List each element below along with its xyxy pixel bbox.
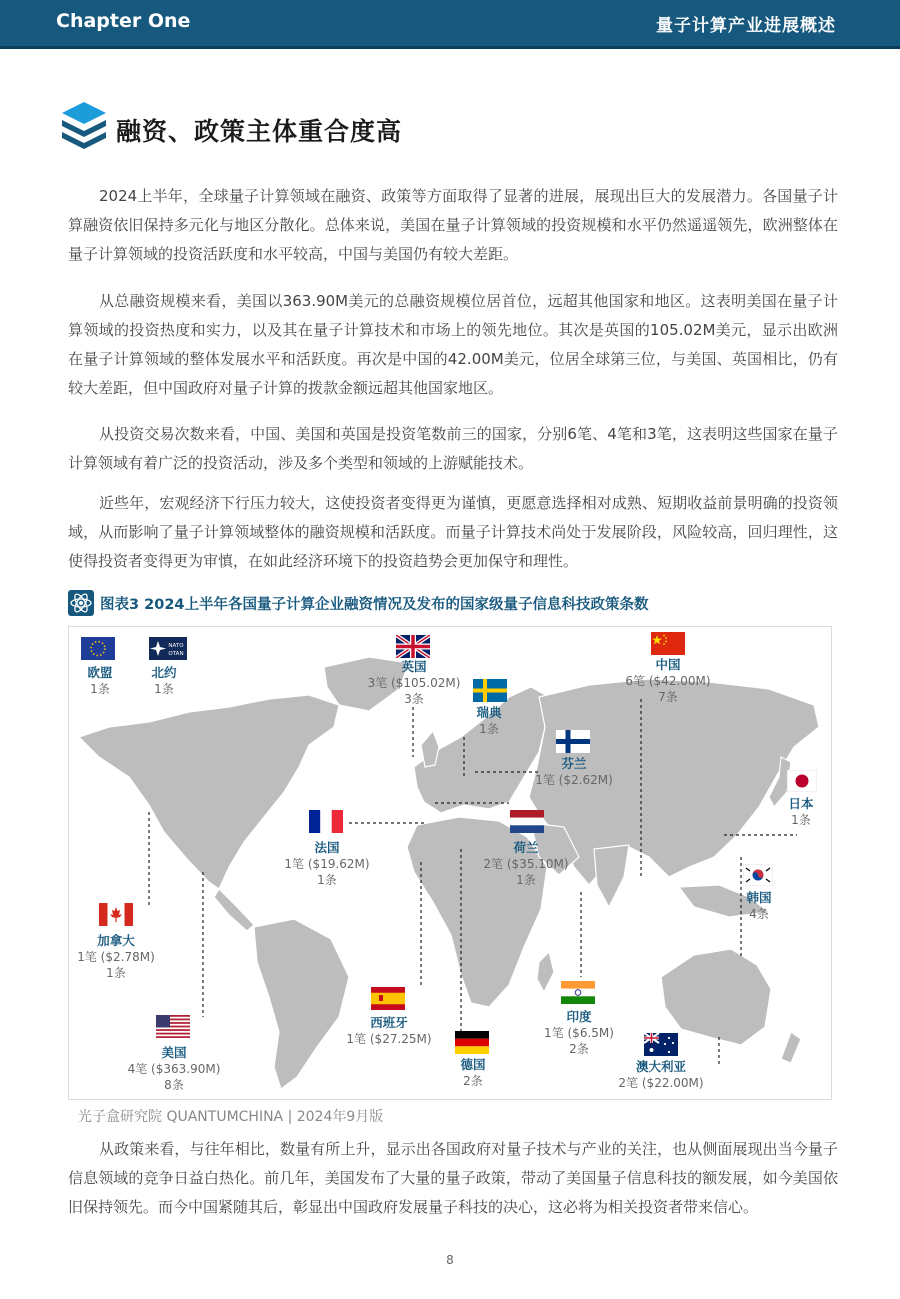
paragraph-4: 近些年，宏观经济下行压力较大，这使投资者变得更为谨慎，更愿意选择相对成熟、短期收益前景明确的投资领域，从而影响了量子计算领域整体的融资规模和活跃度。而量子计算技术尚处于发展阶段，风险较高，回归理性，这使得投资者变得更为审慎，在如此经济环境下的投资趋势会更加保守和理性。 bbox=[68, 494, 838, 570]
label-eu: 欧盟 1条 bbox=[87, 665, 113, 696]
label-korea: 韩国 4条 bbox=[746, 890, 772, 921]
layers-icon bbox=[58, 100, 110, 150]
paragraph-2: 从总融资规模来看，美国以363.90M美元的总融资规模位居首位，远超其他国家和地区。这表明美国在量子计算领域的投资热度和实力，以及其在量子计算技术和市场上的领先地位。其次是英国的105.02M美元，显示出欧洲在量子计算领域的整体发展水平和活跃度。再次是中国的42.00M美元，位居全球第三位，与美国、英国相比，仍有较大差距，但中国政府对量子计算的拨款金额远超其他国家地区。 bbox=[68, 292, 838, 397]
figure-source: 光子盒研究院 QUANTUMCHINA | 2024年9月版 bbox=[78, 1109, 384, 1125]
figure-caption-text: 图表3 2024上半年各国量子计算企业融资情况及发布的国家级量子信息科技政策条数 bbox=[100, 597, 649, 613]
finland-flag bbox=[556, 730, 590, 753]
label-sweden: 瑞典 1条 bbox=[476, 705, 502, 736]
japan-flag bbox=[787, 770, 817, 792]
paragraph-5: 从政策来看，与往年相比，数量有所上升，显示出各国政府对量子技术与产业的关注，也从侧面展现出当今量子信息领域的竞争日益白热化。前几年，美国发布了大量的量子政策，带动了美国量子信息科技的额发展，如今美国依旧保持领先。而今中国紧随其后，彰显出中国政府发展量子科技的决心，这必将为相关投资者带来信心。 bbox=[68, 1140, 838, 1216]
label-germany: 德国 2条 bbox=[460, 1057, 486, 1088]
atom-icon bbox=[68, 590, 94, 616]
svg-text:OTAN: OTAN bbox=[168, 651, 184, 657]
germany-flag bbox=[455, 1031, 489, 1054]
page-number: 8 bbox=[446, 1253, 454, 1267]
netherlands-flag bbox=[510, 810, 544, 833]
paragraph-3: 从投资交易次数来看，中国、美国和英国是投资笔数前三的国家，分别6笔、4笔和3笔，这表明这些国家在量子计算领域有着广泛的投资活动，涉及多个类型和领域的上游赋能技术。 bbox=[68, 425, 838, 472]
label-netherlands: 荷兰 2笔 ($35.10M) 1条 bbox=[483, 840, 569, 887]
section-title: 融资、政策主体重合度高 bbox=[116, 117, 403, 146]
label-france: 法国 1笔 ($19.62M) 1条 bbox=[284, 840, 370, 887]
label-canada: 加拿大 1笔 ($2.78M) 1条 bbox=[77, 933, 155, 980]
usa-flag bbox=[156, 1015, 190, 1038]
china-flag bbox=[651, 632, 685, 655]
label-india: 印度 1笔 ($6.5M) 2条 bbox=[544, 1009, 614, 1056]
france-flag bbox=[309, 810, 343, 833]
australia-flag bbox=[644, 1033, 678, 1056]
chapter-topic: 量子计算产业进展概述 bbox=[656, 16, 836, 36]
label-china: 中国 6笔 ($42.00M) 7条 bbox=[625, 657, 711, 704]
sweden-flag bbox=[473, 679, 507, 702]
nato-flag bbox=[149, 637, 187, 660]
world-map-figure bbox=[68, 626, 832, 1100]
canada-flag bbox=[99, 903, 133, 926]
label-spain: 西班牙 1笔 ($27.25M) bbox=[346, 1015, 432, 1046]
label-nato: 北约 1条 bbox=[151, 665, 177, 696]
label-uk: 英国 3笔 ($105.02M) 3条 bbox=[367, 659, 461, 706]
spain-flag bbox=[371, 987, 405, 1010]
uk-flag bbox=[396, 635, 430, 658]
label-japan: 日本 1条 bbox=[788, 796, 814, 827]
label-australia: 澳大利亚 2笔 ($22.00M) bbox=[618, 1059, 704, 1090]
korea-flag bbox=[743, 864, 773, 886]
svg-text:NATO: NATO bbox=[168, 643, 184, 649]
figure-caption bbox=[68, 590, 868, 618]
paragraph-1: 2024上半年，全球量子计算领域在融资、政策等方面取得了显著的进展，展现出巨大的发展潜力。各国量子计算融资依旧保持多元化与地区分散化。总体来说，美国在量子计算领域的投资规模和水平仍然遥遥领先，欧洲整体在量子计算领域的投资活跃度和水平较高，中国与美国仍有较大差距。 bbox=[68, 187, 838, 263]
page-header bbox=[0, 0, 900, 49]
label-usa: 美国 4笔 ($363.90M) 8条 bbox=[127, 1045, 221, 1092]
label-finland: 芬兰 1笔 ($2.62M) bbox=[535, 756, 613, 787]
eu-flag bbox=[81, 637, 115, 660]
india-flag bbox=[561, 981, 595, 1004]
chapter-label: Chapter One bbox=[56, 10, 191, 32]
